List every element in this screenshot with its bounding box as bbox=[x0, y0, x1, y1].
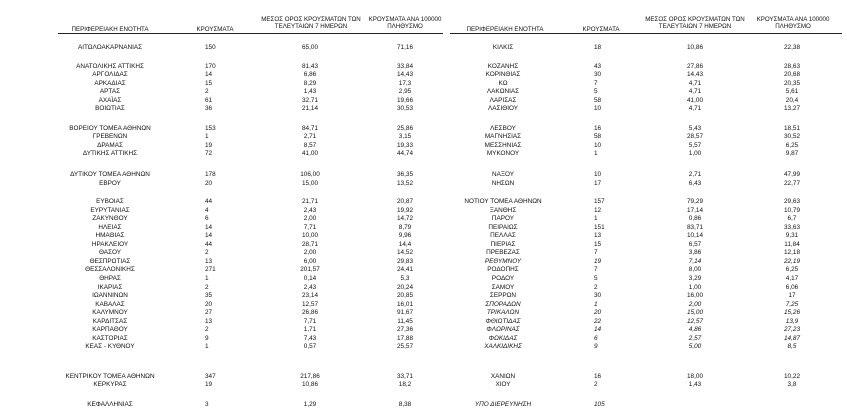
left-row-region-name: ΔΡΑΜΑΣ bbox=[97, 142, 123, 149]
left-row-per100k-value: 71,16 bbox=[397, 44, 413, 51]
right-row-region-name: ΜΥΚΟΝΟΥ bbox=[486, 150, 520, 157]
left-row-region-name: ΗΜΑΘΙΑΣ bbox=[95, 232, 125, 239]
left-row-region-name: ΚΑΡΠΑΘΟΥ bbox=[92, 326, 128, 333]
left-row-per100k-value: 91,67 bbox=[397, 309, 413, 316]
right-row-cases-value: 16 bbox=[594, 373, 602, 380]
left-row-avg7-value: 2,00 bbox=[303, 249, 317, 256]
left-row-per100k-value: 16,01 bbox=[397, 301, 413, 308]
right-row-cases-value: 105 bbox=[594, 401, 605, 408]
left-row-avg7-value: 7,71 bbox=[303, 224, 317, 231]
left-row-region-name: ΚΑΒΑΛΑΣ bbox=[95, 301, 125, 308]
right-row-region-name: ΜΕΣΣΗΝΙΑΣ bbox=[484, 142, 522, 149]
right-row-avg7-value: 2,57 bbox=[688, 335, 702, 342]
right-row-region-name: ΚΩ bbox=[498, 80, 508, 87]
right-row-cases-value: 6 bbox=[594, 335, 598, 342]
left-row-avg7-value: 12,57 bbox=[302, 301, 318, 308]
right-row-region-name: ΝΟΤΙΟΥ ΤΟΜΕΑ ΑΘΗΝΩΝ bbox=[464, 198, 542, 205]
left-row-avg7-value: 1,71 bbox=[303, 326, 317, 333]
left-row-region-name: ΕΥΡΥΤΑΝΙΑΣ bbox=[90, 207, 130, 214]
left-row-per100k-value: 44,74 bbox=[397, 150, 413, 157]
left-row-region-name: ΙΩΑΝΝΙΝΩΝ bbox=[92, 292, 128, 299]
left-row-per100k-value: 19,66 bbox=[397, 97, 413, 104]
left-row-per100k-value: 20,85 bbox=[397, 292, 413, 299]
right-row-per100k-value: 13,9 bbox=[785, 318, 799, 325]
left-row-avg7-value: 106,00 bbox=[300, 171, 320, 178]
left-row-avg7-value: 2,43 bbox=[303, 284, 317, 291]
right-row-avg7-value: 17,14 bbox=[687, 207, 703, 214]
right-row-per100k-value: 12,18 bbox=[784, 249, 800, 256]
left-row-cases-value: 153 bbox=[205, 125, 216, 132]
left-row-region-name: ΓΡΕΒΕΝΩΝ bbox=[92, 133, 128, 140]
left-row-cases-value: 170 bbox=[205, 63, 216, 70]
left-row-per100k-value: 8,38 bbox=[398, 401, 412, 408]
left-row-per100k-value: 25,86 bbox=[397, 125, 413, 132]
right-row-cases-value: 22 bbox=[594, 318, 602, 325]
left-row-avg7-value: 65,00 bbox=[302, 44, 318, 51]
right-row-region-name: ΤΡΙΚΑΛΩΝ bbox=[486, 309, 520, 316]
right-row-region-name: ΛΕΣΒΟΥ bbox=[490, 125, 516, 132]
right-row-avg7-value: 6,57 bbox=[688, 241, 702, 248]
right-row-per100k-value: 6,06 bbox=[785, 284, 799, 291]
right-row-region-name: ΡΟΔΟΥ bbox=[491, 275, 515, 282]
left-row-region-name: ΑΡΤΑΣ bbox=[99, 88, 121, 95]
left-row-region-name: ΒΟΙΩΤΙΑΣ bbox=[95, 105, 125, 112]
right-row-avg7-value bbox=[655, 401, 735, 409]
left-row-per100k-value: 25,57 bbox=[397, 343, 413, 350]
right-row-avg7-value: 0,86 bbox=[688, 215, 702, 222]
left-row-per100k-value: 14,4 bbox=[398, 241, 412, 248]
left-row-per100k-value: 11,45 bbox=[397, 318, 413, 325]
left-row-per100k-value: 30,53 bbox=[397, 105, 413, 112]
left-row-per100k-value: 33,84 bbox=[397, 63, 413, 70]
left-row-avg7-value: 8,29 bbox=[303, 80, 317, 87]
right-row-region-name: ΝΗΣΩΝ bbox=[491, 180, 515, 187]
right-row-cases-value: 30 bbox=[594, 292, 602, 299]
left-row-avg7-value: 8,57 bbox=[303, 142, 317, 149]
left-row-cases-value: 44 bbox=[205, 198, 213, 205]
right-row-region-name: ΧΑΛΚΙΔΙΚΗΣ bbox=[484, 343, 522, 350]
left-row-avg7-value: 41,00 bbox=[302, 150, 318, 157]
header-region-left: ΠΕΡΙΦΕΡΕΙΑΚΗ ΕΝΟΤΗΤΑ bbox=[71, 26, 149, 33]
left-row-avg7-value: 84,71 bbox=[302, 125, 318, 132]
left-row-avg7-value: 217,86 bbox=[300, 373, 320, 380]
left-row-avg7-value: 0,14 bbox=[303, 275, 317, 282]
right-row-cases-value: 58 bbox=[594, 133, 602, 140]
right-row-per100k-value: 6,25 bbox=[785, 142, 799, 149]
header-rule-right bbox=[450, 33, 842, 34]
left-row-cases-value: 1 bbox=[205, 133, 209, 140]
right-row-cases-value: 2 bbox=[594, 381, 598, 388]
right-row-avg7-value: 14,43 bbox=[687, 71, 703, 78]
right-row-cases-value: 14 bbox=[594, 326, 602, 333]
right-row-per100k-value: 28,63 bbox=[784, 63, 800, 70]
left-row-region-name: ΘΗΡΑΣ bbox=[99, 275, 121, 282]
left-row-cases-value: 19 bbox=[205, 381, 213, 388]
right-row-per100k-value: 6,7 bbox=[787, 215, 797, 222]
left-row-region-name: ΑΙΤΩΛΟΑΚΑΡΝΑΝΙΑΣ bbox=[77, 44, 143, 51]
right-row-cases-value: 12 bbox=[594, 207, 602, 214]
left-row-per100k-value: 20,87 bbox=[397, 198, 413, 205]
left-row-cases-value: 347 bbox=[205, 373, 216, 380]
left-row-cases-value: 2 bbox=[205, 326, 209, 333]
right-row-avg7-value: 15,00 bbox=[687, 309, 703, 316]
left-row-per100k-value: 17,3 bbox=[398, 80, 412, 87]
left-row-region-name: ΚΕΡΚΥΡΑΣ bbox=[93, 381, 127, 388]
right-row-region-name: ΧΑΝΙΩΝ bbox=[490, 373, 516, 380]
right-row-region-name: ΜΑΓΝΗΣΙΑΣ bbox=[484, 133, 522, 140]
left-row-avg7-value: 15,00 bbox=[302, 180, 318, 187]
right-row-avg7-value: 6,43 bbox=[688, 180, 702, 187]
left-row-cases-value: 19 bbox=[205, 142, 213, 149]
right-row-region-name: ΣΕΡΡΩΝ bbox=[489, 292, 517, 299]
right-row-per100k-value: 6,25 bbox=[785, 266, 799, 273]
right-row-region-name: ΦΘΙΩΤΙΔΑΣ bbox=[485, 318, 521, 325]
left-row-avg7-value: 32,71 bbox=[302, 97, 318, 104]
left-row-cases-value: 150 bbox=[205, 44, 216, 51]
right-row-avg7-value: 28,57 bbox=[687, 133, 703, 140]
left-row-per100k-value: 13,52 bbox=[397, 180, 413, 187]
right-row-avg7-value: 4,71 bbox=[688, 105, 702, 112]
left-row-region-name: ΚΑΣΤΟΡΙΑΣ bbox=[92, 335, 128, 342]
right-row-per100k-value: 11,84 bbox=[784, 241, 800, 248]
left-row-cases-value: 3 bbox=[205, 401, 209, 408]
right-row-region-name: ΛΑΡΙΣΑΣ bbox=[489, 97, 517, 104]
header-per100k-left: ΚΡΟΥΣΜΑΤΑ ΑΝΑ 100000 ΠΛΗΘΥΣΜΟ bbox=[368, 16, 442, 31]
left-row-cases-value: 2 bbox=[205, 284, 209, 291]
right-row-region-name: ΛΑΚΩΝΙΑΣ bbox=[486, 88, 520, 95]
left-row-cases-value: 36 bbox=[205, 105, 213, 112]
right-row-region-name: ΠΕΙΡΑΙΩΣ bbox=[488, 224, 518, 231]
left-row-region-name: ΚΕΑΣ - ΚΥΘΝΟΥ bbox=[85, 343, 135, 350]
right-row-avg7-value: 5,57 bbox=[688, 142, 702, 149]
right-row-per100k-value bbox=[752, 401, 832, 409]
left-row-cases-value: 35 bbox=[205, 292, 213, 299]
left-row-region-name: ΚΑΡΔΙΤΣΑΣ bbox=[92, 318, 128, 325]
right-row-cases-value: 30 bbox=[594, 71, 602, 78]
right-row-region-name: ΝΑΞΟΥ bbox=[491, 171, 515, 178]
left-row-avg7-value: 81,43 bbox=[302, 63, 318, 70]
right-row-avg7-value: 8,00 bbox=[688, 266, 702, 273]
right-row-per100k-value: 30,52 bbox=[784, 133, 800, 140]
left-row-cases-value: 4 bbox=[205, 207, 209, 214]
left-row-cases-value: 1 bbox=[205, 275, 209, 282]
left-row-cases-value: 20 bbox=[205, 180, 213, 187]
right-row-region-name: ΧΙΟΥ bbox=[495, 381, 511, 388]
right-row-avg7-value: 4,71 bbox=[688, 80, 702, 87]
right-row-per100k-value: 20,68 bbox=[784, 71, 800, 78]
right-row-region-name: ΡΕΘΥΜΝΟΥ bbox=[484, 258, 522, 265]
left-row-cases-value: 2 bbox=[205, 88, 209, 95]
left-row-avg7-value: 10,00 bbox=[302, 232, 318, 239]
left-row-per100k-value: 27,36 bbox=[397, 326, 413, 333]
left-row-cases-value: 13 bbox=[205, 258, 213, 265]
left-row-per100k-value: 29,83 bbox=[397, 258, 413, 265]
right-row-per100k-value: 9,31 bbox=[785, 232, 799, 239]
left-row-per100k-value: 18,2 bbox=[398, 381, 412, 388]
left-row-region-name: ΘΕΣΠΡΩΤΙΑΣ bbox=[89, 258, 131, 265]
left-row-cases-value: 1 bbox=[205, 343, 209, 350]
left-row-avg7-value: 201,57 bbox=[300, 266, 320, 273]
header-cases-right: ΚΡΟΥΣΜΑΤΑ bbox=[582, 26, 620, 33]
right-row-region-name: ΠΑΡΟΥ bbox=[491, 215, 515, 222]
left-row-cases-value: 20 bbox=[205, 301, 213, 308]
right-row-region-name: ΠΙΕΡΙΑΣ bbox=[490, 241, 516, 248]
left-row-avg7-value: 1,29 bbox=[303, 401, 317, 408]
right-row-cases-value: 18 bbox=[594, 44, 602, 51]
right-row-cases-value: 7 bbox=[594, 80, 598, 87]
right-row-region-name: ΚΙΛΚΙΣ bbox=[492, 44, 514, 51]
right-row-cases-value: 20 bbox=[594, 309, 602, 316]
left-row-avg7-value: 2,00 bbox=[303, 215, 317, 222]
right-row-region-name: ΞΑΝΘΗΣ bbox=[489, 207, 517, 214]
right-row-avg7-value: 10,14 bbox=[687, 232, 703, 239]
left-row-cases-value: 271 bbox=[205, 266, 216, 273]
right-row-per100k-value: 18,51 bbox=[784, 125, 800, 132]
left-row-avg7-value: 6,86 bbox=[303, 71, 317, 78]
left-row-per100k-value: 17,88 bbox=[397, 335, 413, 342]
left-row-region-name: ΚΕΦΑΛΛΗΝΙΑΣ bbox=[87, 401, 133, 408]
left-row-region-name: ΔΥΤΙΚΟΥ ΤΟΜΕΑ ΑΘΗΝΩΝ bbox=[70, 171, 150, 178]
right-row-cases-value: 15 bbox=[594, 241, 602, 248]
left-row-cases-value: 14 bbox=[205, 224, 213, 231]
left-row-per100k-value: 9,96 bbox=[398, 232, 412, 239]
left-row-per100k-value: 19,92 bbox=[397, 207, 413, 214]
right-row-per100k-value: 10,22 bbox=[784, 373, 800, 380]
left-row-per100k-value: 5,3 bbox=[400, 275, 410, 282]
right-row-region-name: ΡΟΔΟΠΗΣ bbox=[487, 266, 519, 273]
right-row-cases-value: 2 bbox=[594, 284, 598, 291]
right-row-avg7-value: 1,00 bbox=[688, 150, 702, 157]
right-row-region-name: ΠΡΕΒΕΖΑΣ bbox=[486, 249, 520, 256]
left-row-per100k-value: 2,95 bbox=[398, 88, 412, 95]
right-row-avg7-value: 12,57 bbox=[687, 318, 703, 325]
right-row-cases-value: 7 bbox=[594, 249, 598, 256]
left-row-cases-value: 2 bbox=[205, 249, 209, 256]
header-region-right: ΠΕΡΙΦΕΡΕΙΑΚΗ ΕΝΟΤΗΤΑ bbox=[466, 26, 544, 33]
right-row-cases-value: 5 bbox=[594, 88, 598, 95]
left-row-per100k-value: 19,33 bbox=[397, 142, 413, 149]
right-row-avg7-value: 7,14 bbox=[688, 258, 702, 265]
left-row-cases-value: 27 bbox=[205, 309, 213, 316]
left-row-cases-value: 44 bbox=[205, 241, 213, 248]
right-row-avg7-value: 4,86 bbox=[688, 326, 702, 333]
left-row-region-name: ΘΕΣΣΑΛΟΝΙΚΗΣ bbox=[85, 266, 135, 273]
right-row-region-name: ΦΛΩΡΙΝΑΣ bbox=[486, 326, 520, 333]
right-row-avg7-value: 83,71 bbox=[687, 224, 703, 231]
right-row-avg7-value: 4,71 bbox=[688, 88, 702, 95]
right-row-avg7-value: 1,43 bbox=[688, 381, 702, 388]
left-row-avg7-value: 0,57 bbox=[303, 343, 317, 350]
left-row-avg7-value: 2,43 bbox=[303, 207, 317, 214]
left-row-region-name: ΖΑΚΥΝΘΟΥ bbox=[92, 215, 128, 222]
right-row-region-name: ΣΑΜΟΥ bbox=[491, 284, 515, 291]
right-row-avg7-value: 10,86 bbox=[687, 44, 703, 51]
left-row-avg7-value: 21,71 bbox=[302, 198, 318, 205]
left-row-region-name: ΑΡΓΟΛΙΔΑΣ bbox=[92, 71, 128, 78]
right-row-cases-value: 10 bbox=[594, 105, 602, 112]
left-row-cases-value: 61 bbox=[205, 97, 213, 104]
right-row-cases-value: 10 bbox=[594, 142, 602, 149]
right-row-per100k-value: 47,99 bbox=[784, 171, 800, 178]
left-row-avg7-value: 7,71 bbox=[303, 318, 317, 325]
left-row-cases-value: 13 bbox=[205, 318, 213, 325]
right-row-cases-value: 9 bbox=[594, 343, 598, 350]
left-row-region-name: ΔΥΤΙΚΗΣ ΑΤΤΙΚΗΣ bbox=[82, 150, 138, 157]
left-row-cases-value: 72 bbox=[205, 150, 213, 157]
left-row-region-name: ΑΧΑΪΑΣ bbox=[98, 97, 122, 104]
left-row-per100k-value: 33,71 bbox=[397, 373, 413, 380]
right-row-per100k-value: 7,25 bbox=[785, 301, 799, 308]
right-row-per100k-value: 9,87 bbox=[785, 150, 799, 157]
right-row-cases-value: 13 bbox=[594, 232, 602, 239]
left-row-region-name: ΒΟΡΕΙΟΥ ΤΟΜΕΑ ΑΘΗΝΩΝ bbox=[69, 125, 151, 132]
right-row-avg7-value: 2,71 bbox=[688, 171, 702, 178]
right-row-cases-value: 1 bbox=[594, 215, 598, 222]
left-row-per100k-value: 3,15 bbox=[398, 133, 412, 140]
right-row-cases-value: 58 bbox=[594, 97, 602, 104]
right-row-cases-value: 7 bbox=[594, 266, 598, 273]
right-row-avg7-value: 27,86 bbox=[687, 63, 703, 70]
right-row-per100k-value: 4,17 bbox=[785, 275, 799, 282]
left-row-avg7-value: 2,71 bbox=[303, 133, 317, 140]
left-row-region-name: ΑΡΚΑΔΙΑΣ bbox=[94, 80, 126, 87]
header-cases-left: ΚΡΟΥΣΜΑΤΑ bbox=[196, 26, 234, 33]
left-row-avg7-value: 10,86 bbox=[302, 381, 318, 388]
right-row-per100k-value: 5,61 bbox=[785, 88, 799, 95]
left-row-region-name: ΘΑΣΟΥ bbox=[98, 249, 122, 256]
left-row-cases-value: 6 bbox=[205, 215, 209, 222]
right-row-avg7-value: 41,00 bbox=[687, 97, 703, 104]
left-row-avg7-value: 1,43 bbox=[303, 88, 317, 95]
left-row-per100k-value: 36,35 bbox=[397, 171, 413, 178]
left-row-per100k-value: 14,52 bbox=[397, 249, 413, 256]
left-row-avg7-value: 28,71 bbox=[302, 241, 318, 248]
right-row-region-name: ΥΠΟ ΔΙΕΡΕΥΝΗΣΗ bbox=[474, 401, 532, 408]
right-row-avg7-value: 3,29 bbox=[688, 275, 702, 282]
right-row-per100k-value: 22,38 bbox=[784, 44, 800, 51]
right-row-cases-value: 16 bbox=[594, 125, 602, 132]
right-row-region-name: ΚΟΖΑΝΗΣ bbox=[487, 63, 519, 70]
right-row-avg7-value: 2,00 bbox=[688, 301, 702, 308]
right-row-region-name: ΚΟΡΙΝΘΙΑΣ bbox=[485, 71, 521, 78]
right-row-cases-value: 43 bbox=[594, 63, 602, 70]
right-row-cases-value: 151 bbox=[594, 224, 605, 231]
header-rule-left bbox=[58, 33, 443, 34]
right-row-per100k-value: 20,4 bbox=[785, 97, 799, 104]
left-row-avg7-value: 7,43 bbox=[303, 335, 317, 342]
right-row-per100k-value: 20,35 bbox=[784, 80, 800, 87]
right-row-cases-value: 17 bbox=[594, 180, 602, 187]
right-row-per100k-value: 33,63 bbox=[784, 224, 800, 231]
right-row-per100k-value: 22,19 bbox=[784, 258, 800, 265]
right-row-avg7-value: 5,00 bbox=[688, 343, 702, 350]
left-row-avg7-value: 21,14 bbox=[302, 105, 318, 112]
right-row-per100k-value: 27,23 bbox=[784, 326, 800, 333]
header-avg7-left: ΜΕΣΟΣ ΟΡΟΣ ΚΡΟΥΣΜΑΤΩΝ ΤΩΝ ΤΕΛΕΥΤΑΙΩΝ 7 ΗΜΕΡΩΝ bbox=[261, 16, 361, 31]
right-row-cases-value: 157 bbox=[594, 198, 605, 205]
right-row-avg7-value: 18,00 bbox=[687, 373, 703, 380]
right-row-per100k-value: 3,8 bbox=[787, 381, 797, 388]
right-row-avg7-value: 79,29 bbox=[687, 198, 703, 205]
left-row-cases-value: 14 bbox=[205, 232, 213, 239]
right-row-per100k-value: 14,87 bbox=[784, 335, 800, 342]
right-row-avg7-value: 1,00 bbox=[688, 284, 702, 291]
left-row-per100k-value: 14,72 bbox=[397, 215, 413, 222]
right-row-cases-value: 1 bbox=[594, 301, 598, 308]
left-row-per100k-value: 14,43 bbox=[397, 71, 413, 78]
left-row-cases-value: 178 bbox=[205, 171, 216, 178]
left-row-region-name: ΙΚΑΡΙΑΣ bbox=[97, 284, 123, 291]
right-row-cases-value: 5 bbox=[594, 275, 598, 282]
left-row-per100k-value: 8,79 bbox=[398, 224, 412, 231]
right-row-avg7-value: 16,00 bbox=[687, 292, 703, 299]
left-row-region-name: ΗΡΑΚΛΕΙΟΥ bbox=[91, 241, 129, 248]
header-avg7-right: ΜΕΣΟΣ ΟΡΟΣ ΚΡΟΥΣΜΑΤΩΝ ΤΩΝ ΤΕΛΕΥΤΑΙΩΝ 7 ΗΜΕΡΩΝ bbox=[645, 16, 745, 31]
right-row-per100k-value: 17 bbox=[788, 292, 796, 299]
right-row-region-name: ΛΑΣΙΘΙΟΥ bbox=[487, 105, 519, 112]
left-row-per100k-value: 24,41 bbox=[397, 266, 413, 273]
left-row-per100k-value: 20,24 bbox=[397, 284, 413, 291]
header-per100k-right: ΚΡΟΥΣΜΑΤΑ ΑΝΑ 100000 ΠΛΗΘΥΣΜΟ bbox=[756, 16, 830, 31]
left-row-cases-value: 14 bbox=[205, 71, 213, 78]
right-row-cases-value: 19 bbox=[594, 258, 602, 265]
right-row-region-name: ΦΩΚΙΔΑΣ bbox=[488, 335, 518, 342]
right-row-avg7-value: 3,86 bbox=[688, 249, 702, 256]
left-row-region-name: ΕΒΡΟΥ bbox=[99, 180, 121, 187]
left-row-region-name: ΑΝΑΤΟΛΙΚΗΣ ΑΤΤΙΚΗΣ bbox=[76, 63, 144, 70]
left-row-cases-value: 9 bbox=[205, 335, 209, 342]
left-row-region-name: ΚΕΝΤΡΙΚΟΥ ΤΟΜΕΑ ΑΘΗΝΩΝ bbox=[65, 373, 155, 380]
right-row-cases-value: 10 bbox=[594, 171, 602, 178]
right-row-per100k-value: 15,26 bbox=[784, 309, 800, 316]
right-row-per100k-value: 13,27 bbox=[784, 105, 800, 112]
right-row-region-name: ΣΠΟΡΑΔΩΝ bbox=[485, 301, 521, 308]
left-row-region-name: ΕΥΒΟΙΑΣ bbox=[96, 198, 124, 205]
left-row-region-name: ΚΑΛΥΜΝΟΥ bbox=[92, 309, 128, 316]
right-row-per100k-value: 8,5 bbox=[787, 343, 797, 350]
left-row-region-name: ΗΛΕΙΑΣ bbox=[98, 224, 122, 231]
right-row-avg7-value: 5,43 bbox=[688, 125, 702, 132]
left-row-cases-value: 15 bbox=[205, 80, 213, 87]
left-row-avg7-value: 6,00 bbox=[303, 258, 317, 265]
right-row-per100k-value: 10,79 bbox=[784, 207, 800, 214]
right-row-per100k-value: 22,77 bbox=[784, 180, 800, 187]
left-row-avg7-value: 26,86 bbox=[302, 309, 318, 316]
left-row-avg7-value: 23,14 bbox=[302, 292, 318, 299]
right-row-cases-value: 1 bbox=[594, 150, 598, 157]
right-row-region-name: ΠΕΛΛΑΣ bbox=[490, 232, 516, 239]
right-row-per100k-value: 29,63 bbox=[784, 198, 800, 205]
